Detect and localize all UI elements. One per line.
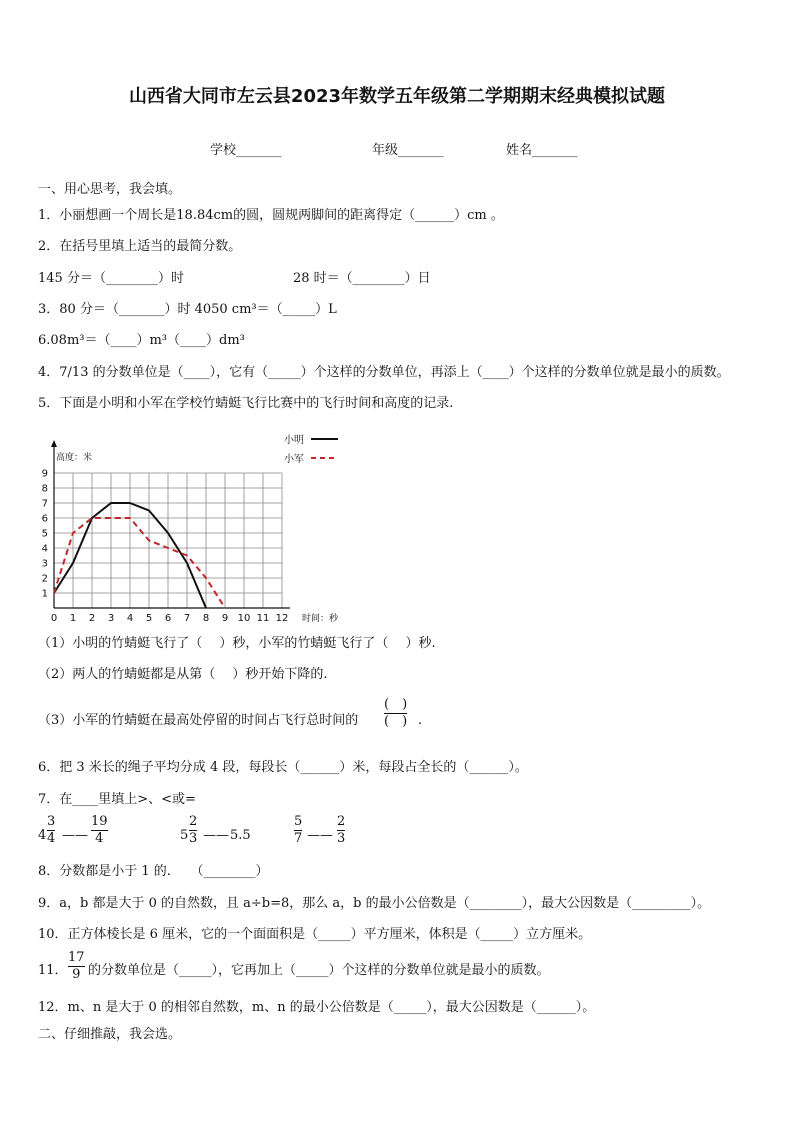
chart-legend: [284, 433, 338, 465]
question-2a: 145 分＝（________）时: [38, 271, 184, 286]
question-12: 12．m、n 是大于 0 的相邻自然数，m、n 的最小公倍数是（_____），最大公因数是（______）。: [38, 1000, 596, 1015]
q7c-fraction-right: [337, 815, 345, 846]
question-7: 7．在____里填上>、<或=: [38, 792, 196, 807]
x-tick-label: 3: [107, 613, 115, 624]
grade-field: 年级_______: [372, 143, 444, 158]
x-tick-label: 12: [275, 613, 289, 624]
section-1-heading: 一、用心思考，我会填。: [38, 182, 182, 197]
q7b-fraction-left: [189, 815, 197, 846]
x-tick-label: 10: [237, 613, 251, 624]
question-5-1: （1）小明的竹蜻蜓飞行了（ ）秒，小军的竹蜻蜓飞行了（ ）秒.: [38, 636, 436, 651]
fraction-numerator: ( ): [384, 697, 408, 712]
school-field: 学校_______: [210, 143, 282, 158]
q7a-fraction-right: [91, 815, 108, 846]
x-tick-label: 0: [50, 613, 58, 624]
x-tick-label: 9: [221, 613, 229, 624]
x-tick-label: 5: [145, 613, 153, 624]
fraction-numerator: 17: [68, 950, 85, 965]
fraction-denominator: 4: [47, 831, 56, 846]
chart-series: [54, 503, 225, 608]
fraction-numerator: 2: [189, 814, 198, 829]
chart-tick-labels: [42, 451, 339, 624]
x-tick-label: 2: [88, 613, 96, 624]
question-1: 1．小丽想画一个周长是18.84cm的圆，圆规两脚间的距离得定（______）cm 。: [38, 208, 504, 223]
question-4: 4．7/13 的分数单位是（____），它有（_____）个这样的分数单位，再添上（____）个这样的分数单位就是最小的质数。: [38, 365, 730, 380]
question-5-3-fraction: [384, 698, 407, 729]
question-3b: 6.08m³＝（____）m³（____）dm³: [38, 333, 245, 348]
question-11-prefix: 11．: [38, 963, 68, 978]
question-5-3: （3）小军的竹蜻蜓在最高处停留的时间占飞行总时间的: [38, 713, 359, 728]
q7c-blank: ——: [307, 828, 333, 843]
fraction-denominator: 3: [189, 831, 198, 846]
q7c-fraction-left: [294, 815, 302, 846]
page-title: 山西省大同市左云县2023年数学五年级第二学期期末经典模拟试题: [128, 86, 666, 107]
question-8: 8．分数都是小于 1 的. （________）: [38, 864, 269, 879]
fraction-denominator: 3: [337, 831, 346, 846]
question-3a: 3．80 分＝（_______）时 4050 cm³＝（_____）L: [38, 302, 337, 317]
y-axis-label: 高度：米: [56, 453, 93, 463]
fraction-numerator: 19: [91, 814, 108, 829]
legend-label: 小明: [284, 435, 304, 446]
y-tick-label: 8: [41, 483, 48, 495]
question-6: 6．把 3 米长的绳子平均分成 4 段，每段长（______）米，每段占全长的（______）。: [38, 760, 528, 775]
y-tick-label: 3: [41, 558, 48, 570]
x-tick-label: 6: [164, 613, 172, 624]
flight-chart: [38, 428, 350, 624]
x-axis-label: 时间：秒: [302, 614, 339, 624]
x-tick-label: 8: [202, 613, 210, 624]
y-tick-label: 4: [41, 543, 48, 555]
x-tick-label: 4: [126, 613, 134, 624]
question-5: 5．下面是小明和小军在学校竹蜻蜓飞行比赛中的飞行时间和高度的记录.: [38, 396, 454, 411]
question-2: 2．在括号里填上适当的最简分数。: [38, 239, 242, 254]
question-5-3-end: .: [418, 713, 423, 728]
chart-grid: [54, 473, 282, 608]
q7a-blank: ——: [62, 828, 88, 843]
q7b-blank: ——: [203, 828, 229, 843]
q7a-fraction-left: [47, 815, 55, 846]
question-10: 10．正方体棱长是 6 厘米，它的一个面面积是（_____）平方厘米，体积是（_____）立方厘米。: [38, 927, 592, 942]
q7b-whole: 5: [180, 828, 189, 843]
y-tick-label: 1: [41, 588, 48, 600]
y-tick-label: 7: [41, 498, 48, 510]
question-11-text: 的分数单位是（_____），它再加上（_____）个这样的分数单位就是最小的质数。: [88, 963, 550, 978]
y-axis-arrow: [51, 440, 57, 447]
fraction-denominator: 7: [294, 831, 303, 846]
fraction-denominator: ( ): [384, 714, 408, 729]
y-tick-label: 6: [41, 513, 48, 525]
legend-label: 小军: [284, 454, 304, 465]
question-2b: 28 时＝（________）日: [293, 271, 431, 286]
chart-axes: [51, 440, 290, 608]
fraction-numerator: 5: [294, 814, 303, 829]
q7a-whole: 4: [38, 828, 47, 843]
section-2-heading: 二、仔细推敲，我会选。: [38, 1027, 182, 1042]
fraction-denominator: 4: [95, 831, 104, 846]
y-tick-label: 9: [41, 468, 48, 480]
q7b-right-value: 5.5: [230, 828, 251, 843]
fraction-numerator: 3: [47, 814, 56, 829]
y-tick-label: 2: [41, 573, 48, 585]
y-tick-label: 5: [41, 528, 48, 540]
name-field: 姓名_______: [506, 143, 578, 158]
x-tick-label: 7: [183, 613, 191, 624]
question-5-2: （2）两人的竹蜻蜓都是从第（ ）秒开始下降的.: [38, 667, 328, 682]
question-11-fraction: [68, 951, 85, 982]
x-tick-label: 1: [69, 613, 77, 624]
fraction-denominator: 9: [72, 967, 81, 982]
x-tick-label: 11: [256, 613, 270, 624]
fraction-numerator: 2: [337, 814, 346, 829]
question-9: 9．a，b 都是大于 0 的自然数，且 a÷b=8，那么 a，b 的最小公倍数是（________），最大公因数是（_________）。: [38, 896, 711, 911]
